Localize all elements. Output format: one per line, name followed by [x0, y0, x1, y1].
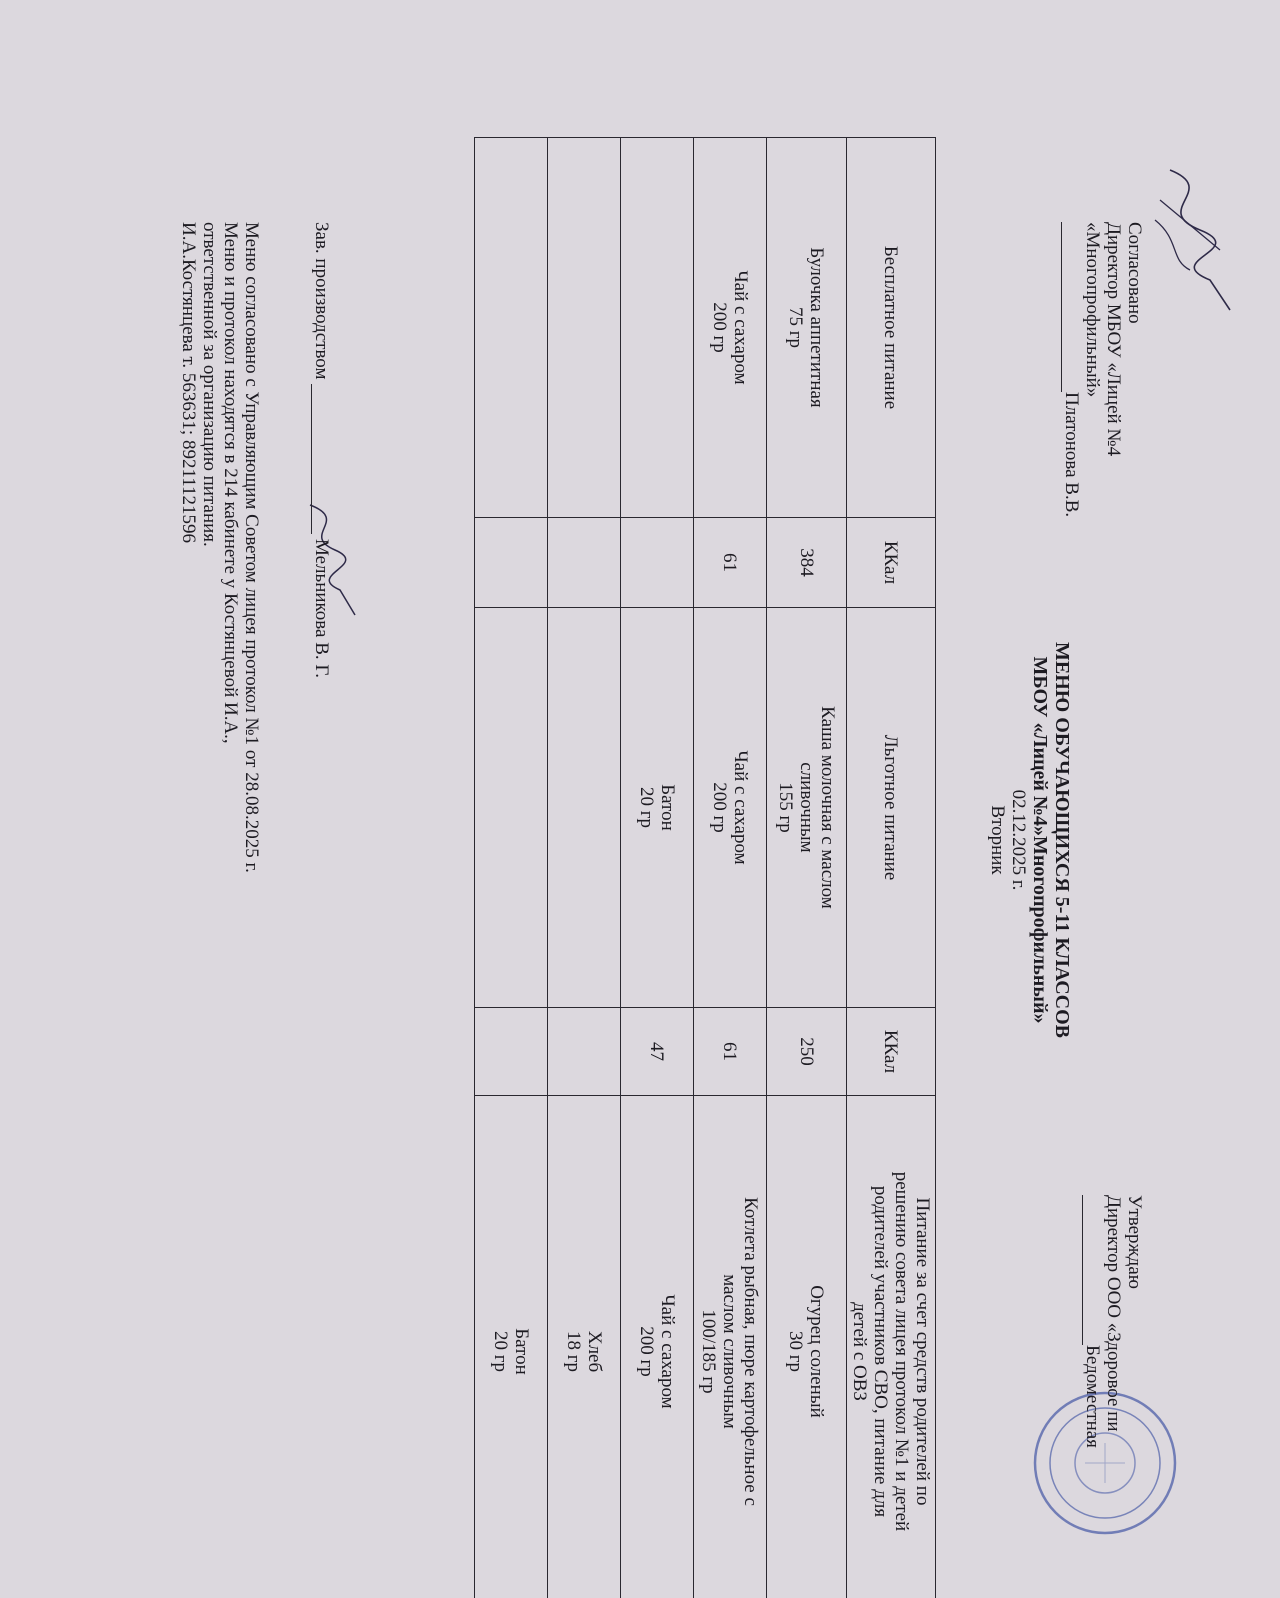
cell-line: Чай с сахаром — [730, 750, 751, 865]
cell-line: Батон — [657, 784, 678, 831]
cell-line: Чай с сахаром — [730, 270, 751, 385]
cell-preferential — [548, 608, 621, 1008]
cell-kcal: 250 — [767, 1008, 847, 1096]
production-label: Зав. производством — [311, 222, 332, 380]
approved-name: Бедоместная — [1082, 1345, 1103, 1448]
cell-line: сливочным — [796, 762, 817, 853]
cell-free — [475, 138, 548, 518]
menu-date: 02.12.2025 г. — [1008, 789, 1029, 891]
production-signature-row — [311, 222, 332, 678]
cell-kcal: 61 — [694, 1008, 767, 1096]
table-row — [767, 138, 847, 1598]
header-parents-line: решению совета лицея протокол №1 и детей — [891, 1171, 912, 1532]
header-kcal: ККал — [847, 518, 936, 608]
agreed-block — [1061, 222, 1145, 517]
cell-line: Котлета рыбная, пюре картофельное с — [740, 1197, 762, 1506]
cell-kcal — [475, 1008, 548, 1096]
cell-kcal: 384 — [767, 518, 847, 608]
cell-parents — [694, 1096, 767, 1598]
header-parents — [847, 1096, 936, 1598]
menu-school: МБОУ «Лицей №4»Многопрофильный» — [1029, 656, 1051, 1024]
cell-line: маслом сливочным — [719, 1274, 741, 1429]
cell-parents — [621, 1096, 694, 1598]
footer-notes — [178, 222, 262, 873]
cell-line: Хлеб — [584, 1330, 605, 1373]
header-kcal: ККал — [847, 1008, 936, 1096]
cell-kcal — [548, 518, 621, 608]
cell-preferential — [621, 608, 694, 1008]
menu-title: МЕНЮ ОБУЧАЮЩИХСЯ 5-11 КЛАССОВ — [1051, 642, 1073, 1038]
cell-free — [767, 138, 847, 518]
cell-free — [621, 138, 694, 518]
cell-kcal — [475, 518, 548, 608]
cell-preferential — [475, 608, 548, 1008]
table-header-row — [847, 138, 936, 1598]
agreed-director: Директор МБОУ «Лицей №4 — [1103, 222, 1124, 457]
menu-title-block — [987, 560, 1073, 1120]
agreed-title: Согласовано — [1124, 222, 1145, 324]
header-parents-line: родителей участников СВО, питание для — [870, 1185, 891, 1518]
cell-line: Каша молочная с маслом — [817, 706, 838, 909]
note-line: Меню согласовано с Управляющим Советом лицея протокол №1 от 28.08.2025 г. — [241, 222, 262, 873]
note-line: Меню и протокол находятся в 214 кабинете у Костянцевой И.А., — [220, 222, 241, 744]
menu-weekday: Вторник — [987, 805, 1008, 875]
cell-line: 155 гр — [775, 782, 796, 833]
cell-line: 18 гр — [563, 1330, 584, 1373]
agreed-school: «Многопрофильный» — [1082, 222, 1103, 398]
production-name: Мельникова В. Г. — [311, 538, 332, 678]
table-row — [548, 138, 621, 1598]
cell-free — [694, 138, 767, 518]
agreed-name: Платонова В.В. — [1061, 392, 1082, 518]
agreed-signature-row — [1061, 222, 1082, 517]
table-row — [694, 138, 767, 1598]
cell-preferential — [767, 608, 847, 1008]
table-row — [621, 138, 694, 1598]
approved-signature-row — [1082, 1195, 1103, 1448]
cell-line: 200 гр — [709, 782, 730, 833]
signature-left — [1140, 160, 1240, 320]
cell-kcal — [621, 518, 694, 608]
cell-parents — [767, 1096, 847, 1598]
header-parents-line: детей с ОВЗ — [849, 1302, 870, 1401]
cell-line: 200 гр — [709, 302, 730, 353]
cell-parents — [475, 1096, 548, 1598]
cell-line: 100/185 гр — [698, 1309, 720, 1394]
table-row — [475, 138, 548, 1598]
cell-kcal: 47 — [621, 1008, 694, 1096]
cell-line: 30 гр — [785, 1330, 807, 1373]
note-line: И.А.Костянцева т. 563631; 89211121596 — [178, 222, 199, 544]
cell-preferential — [694, 608, 767, 1008]
cell-kcal: 61 — [694, 518, 767, 608]
cell-line: 75 гр — [785, 306, 807, 349]
cell-line: 200 гр — [636, 1326, 657, 1377]
cell-line: Чай с сахаром — [657, 1294, 678, 1409]
cell-parents — [548, 1096, 621, 1598]
header-preferential: Льготное питание — [847, 608, 936, 1008]
approved-director: Директор ООО «Здоровое пи — [1103, 1195, 1124, 1432]
approved-title: Утверждаю — [1124, 1195, 1145, 1289]
signature-line — [1082, 1195, 1101, 1345]
cell-line: 20 гр — [490, 1330, 511, 1373]
header-parents-line: Питание за счет средств родителей по — [912, 1197, 933, 1506]
approved-block — [1082, 1195, 1145, 1448]
cell-line: Булочка аппетитная — [806, 247, 828, 408]
cell-line: Батон — [511, 1328, 532, 1375]
menu-table — [474, 137, 936, 1598]
cell-kcal — [548, 1008, 621, 1096]
note-line: ответственной за организацию питания. — [199, 222, 220, 547]
header-free: Бесплатное питание — [847, 138, 936, 518]
cell-free — [548, 138, 621, 518]
cell-line: 20 гр — [636, 786, 657, 829]
signature-line — [311, 384, 330, 534]
signature-line — [1061, 222, 1080, 392]
cell-line: Огурец соленый — [806, 1285, 828, 1418]
